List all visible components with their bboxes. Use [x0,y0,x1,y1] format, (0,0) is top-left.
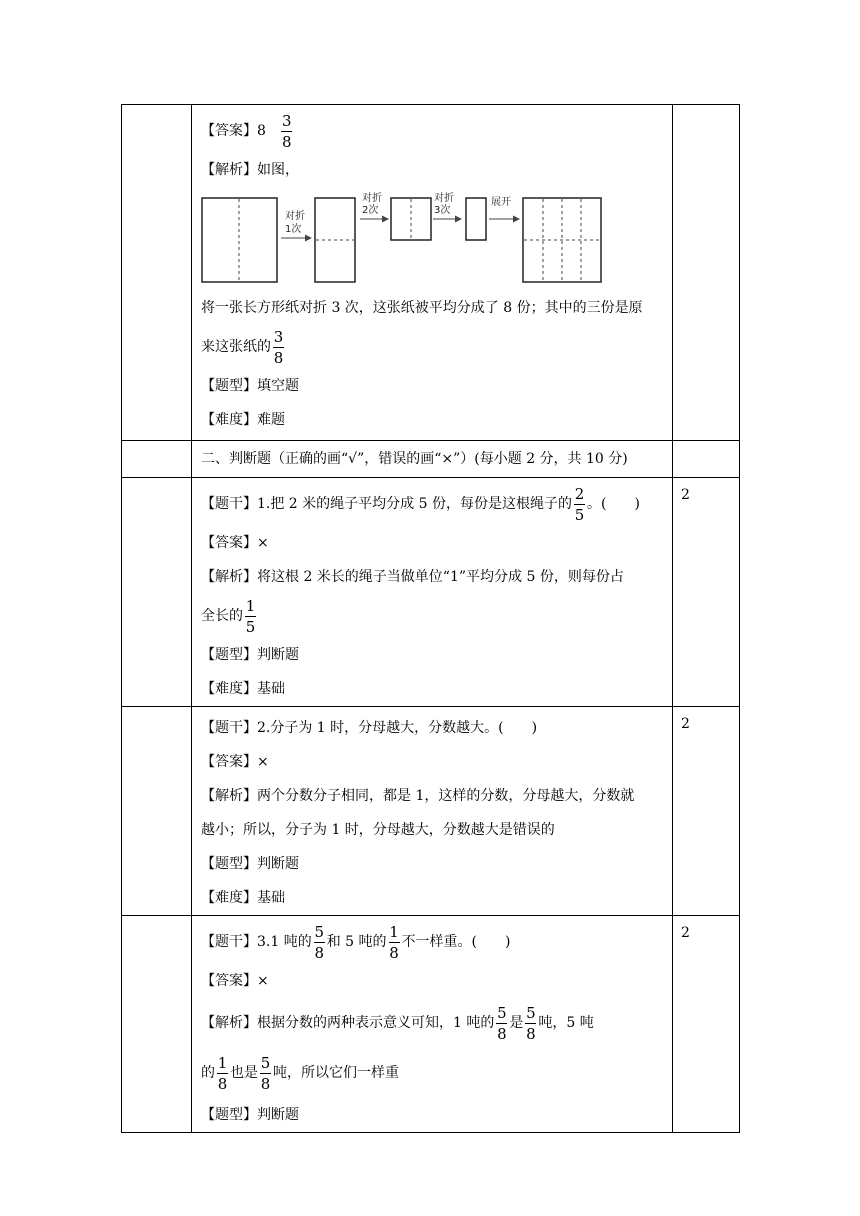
type-line: 【题型】填空题 [201,378,299,394]
table-row [122,478,740,707]
analysis-line-2: 的 $\frac{1}{8}$ 也是 $\frac{5}{8}$ 吨，所以它们一样重 [201,1053,399,1093]
paper-folding-diagram [201,191,621,285]
score-value: 2 [681,925,690,941]
score-cell [673,478,740,707]
fraction: $\frac{3}{8}$ [282,111,292,151]
difficulty-line: 【难度】基础 [201,890,285,906]
fraction: $\frac{5}{8}$ [260,1053,271,1093]
analysis-line: 【解析】如图， [201,162,299,178]
score-cell [673,707,740,916]
analysis-text-2: 来这张纸的 $\frac{3}{8}$ [201,327,284,367]
analysis-line-2: 越小；所以，分子为 1 时，分母越大，分数越大是错误的 [201,822,555,838]
question-content-cell [192,916,673,1133]
fraction: $\frac{5}{8}$ [497,1003,507,1043]
analysis-text: 将一张长方形纸对折 3 次，这张纸被平均分成了 8 份；其中的三份是原 [201,300,643,316]
fraction: $\frac{1}{5}$ [245,596,256,636]
fraction: $\frac{2}{5}$ [574,484,585,524]
fraction: $\frac{5}{8}$ [314,922,324,962]
type-line: 【题型】判断题 [201,647,299,663]
fraction: $\frac{1}{8}$ [217,1053,228,1093]
answer-line: 【答案】× [201,973,269,989]
type-line: 【题型】判断题 [201,1107,299,1123]
fraction: $\frac{3}{8}$ [273,327,284,367]
unfold-label: 展开 [491,197,511,208]
answer-line: 【答案】 8 $\frac{3}{8}$ [201,111,292,151]
fold-step-2-count: 2次 [362,205,379,216]
stem-line: 【题干】 1.把 2 米的绳子平均分成 5 份，每份是这根绳子的 $\frac{2}{5}$ 。( ) [201,484,640,524]
answer-line: 【答案】× [201,535,269,551]
score-cell [673,916,740,1133]
analysis-line: 【解析】 根据分数的两种表示意义可知，1 吨的 $\frac{5}{8}$ 是 $\frac{5}{8}$ 吨，5 吨 [201,1003,594,1043]
fold-step-1-count: 1次 [285,224,302,235]
analysis-line-2: 全长的 $\frac{1}{5}$ [201,596,256,636]
fold-step-3-count: 3次 [434,205,451,216]
document-table [121,104,740,1133]
analysis-line: 【解析】两个分数分子相同，都是 1，这样的分数，分母越大，分数就 [201,788,635,804]
stem-line: 【题干】2.分子为 1 时，分母越大，分数越大。( ) [201,720,538,736]
question-content-cell [192,707,673,916]
score-value: 2 [681,487,690,503]
score-cell [673,105,740,441]
difficulty-line: 【难度】基础 [201,681,285,697]
table-row [122,707,740,916]
question-content-cell [192,478,673,707]
question-content-cell [192,105,673,441]
stem-line: 【题干】 3.1 吨的 $\frac{5}{8}$ 和 5 吨的 $\frac{1}{8}$ 不一样重。( ) [201,922,511,962]
score-value: 2 [681,716,690,732]
row-label-cell [122,105,192,441]
table-row [122,916,740,1133]
table-row [122,105,740,441]
section-header-row [122,441,740,478]
fold-step-3-label: 对折 [434,193,454,204]
type-line: 【题型】判断题 [201,856,299,872]
analysis-line: 【解析】将这根 2 米长的绳子当做单位“1”平均分成 5 份，则每份占 [201,569,624,585]
fold-step-1-label: 对折 [285,211,305,222]
fold-step-2-label: 对折 [362,193,382,204]
section-title: 二、判断题（正确的画“√”，错误的画“×”）(每小题 2 分，共 10 分) [201,451,628,467]
answer-line: 【答案】× [201,754,269,770]
fraction: $\frac{1}{8}$ [389,922,399,962]
fraction: $\frac{5}{8}$ [526,1003,536,1043]
difficulty-line: 【难度】难题 [201,412,285,428]
